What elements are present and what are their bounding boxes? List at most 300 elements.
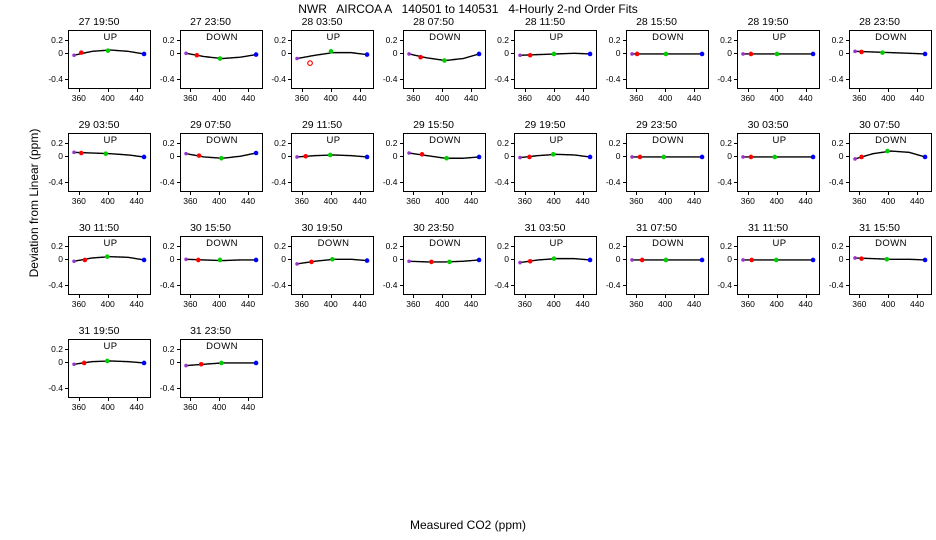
anchor-point (853, 50, 857, 54)
plot-area (68, 236, 151, 295)
y-tick-label: -0.4 (494, 280, 509, 291)
x-tick-mark (888, 295, 889, 298)
fit-curve (181, 340, 263, 398)
x-tick-label: 440 (686, 299, 702, 309)
data-point (447, 260, 452, 265)
x-tick-mark (636, 295, 637, 298)
y-tick-mark (65, 349, 68, 350)
plot-area (180, 133, 263, 192)
x-tick-mark (859, 295, 860, 298)
data-point (637, 155, 642, 160)
data-point (588, 52, 593, 57)
data-point (308, 61, 313, 66)
y-tick-mark (288, 143, 291, 144)
panel-title: 28 23:50 (859, 16, 900, 28)
x-tick-mark (79, 192, 80, 195)
fit-curve (181, 134, 263, 192)
plot-area (68, 30, 151, 89)
data-point (253, 151, 258, 156)
panel-title: 30 07:50 (859, 119, 900, 131)
x-tick-mark (471, 192, 472, 195)
x-tick-label: 440 (352, 93, 367, 103)
y-tick-label: 0.2 (162, 343, 175, 354)
y-tick-label: 0.2 (162, 34, 175, 45)
x-tick-label: 360 (852, 299, 867, 309)
x-tick-mark (636, 89, 637, 92)
anchor-point (741, 258, 745, 262)
anchor-point (630, 52, 634, 56)
y-tick-label: 0.2 (497, 240, 509, 251)
panel-title: 28 11:50 (524, 16, 566, 28)
anchor-point (853, 256, 857, 260)
panel-title: 27 23:50 (190, 16, 231, 28)
y-tick-mark (177, 182, 180, 183)
y-tick-label: 0 (392, 253, 398, 264)
chart-panel (602, 119, 712, 219)
fit-curve (404, 134, 486, 192)
chart-panel (379, 16, 489, 116)
x-tick-label: 400 (881, 299, 896, 309)
x-tick-label: 400 (435, 196, 450, 206)
x-tick-label: 440 (129, 93, 144, 103)
data-point (104, 151, 109, 156)
plot-area (180, 30, 263, 89)
plot-area (737, 236, 820, 295)
direction-label: DOWN (317, 238, 350, 249)
x-tick-mark (806, 192, 807, 195)
y-tick-label: 0.2 (608, 240, 621, 251)
y-tick-mark (65, 246, 68, 247)
chart-panel (713, 16, 823, 116)
y-tick-mark (511, 246, 514, 247)
x-tick-mark (748, 89, 749, 92)
x-tick-mark (442, 192, 443, 195)
x-tick-label: 440 (575, 196, 590, 206)
data-point (527, 155, 532, 160)
data-point (749, 52, 754, 57)
x-tick-mark (302, 192, 303, 195)
panel-title: 31 03:50 (524, 222, 566, 234)
x-tick-label: 400 (769, 93, 784, 103)
x-tick-mark (248, 89, 249, 92)
chart-panel (156, 16, 266, 116)
y-tick-label: 0 (504, 253, 509, 264)
y-tick-label: 0.2 (385, 34, 398, 45)
plot-area (68, 133, 151, 192)
y-tick-label: -0.4 (717, 74, 732, 85)
fit-curve (738, 237, 820, 295)
data-point (749, 258, 754, 263)
direction-label: DOWN (875, 238, 907, 249)
x-tick-mark (331, 295, 332, 298)
x-tick-label: 400 (769, 196, 784, 206)
x-tick-mark (777, 89, 778, 92)
x-tick-label: 400 (212, 93, 227, 103)
data-point (884, 257, 889, 262)
plot-area (514, 236, 597, 295)
y-tick-label: -0.4 (48, 280, 63, 291)
data-point (329, 49, 334, 54)
y-tick-label: 0 (615, 150, 621, 161)
fit-curve (292, 134, 374, 192)
panel-title: 30 23:50 (413, 222, 454, 234)
y-tick-mark (846, 79, 849, 80)
data-point (217, 56, 222, 61)
panel-title: 30 19:50 (301, 222, 343, 234)
x-tick-mark (777, 192, 778, 195)
x-tick-mark (554, 295, 555, 298)
data-point (217, 258, 222, 263)
data-point (552, 256, 557, 261)
fit-curve (850, 31, 932, 89)
direction-label: DOWN (429, 32, 461, 43)
x-tick-label: 440 (686, 93, 702, 103)
x-tick-mark (108, 398, 109, 401)
y-tick-mark (177, 349, 180, 350)
data-point (775, 52, 780, 57)
x-tick-mark (360, 295, 361, 298)
y-tick-label: 0 (58, 150, 63, 161)
x-axis-label: Measured CO2 (ppm) (409, 518, 527, 532)
y-tick-label: 0 (838, 47, 844, 58)
y-tick-label: -0.4 (159, 383, 175, 394)
x-tick-mark (190, 89, 191, 92)
panel-title: 28 15:50 (636, 16, 677, 28)
panel-title: 29 11:50 (301, 119, 343, 131)
y-tick-label: -0.4 (494, 177, 509, 188)
data-point (142, 361, 147, 366)
fit-curve (627, 31, 709, 89)
y-tick-mark (288, 285, 291, 286)
y-tick-mark (177, 79, 180, 80)
anchor-point (72, 151, 76, 155)
y-tick-mark (65, 40, 68, 41)
y-tick-label: -0.4 (159, 74, 175, 85)
fit-curve (738, 31, 820, 89)
y-tick-mark (734, 246, 737, 247)
data-point (219, 361, 224, 366)
plot-area (737, 133, 820, 192)
chart-panel (825, 222, 935, 322)
y-tick-label: -0.4 (382, 74, 398, 85)
x-tick-mark (79, 295, 80, 298)
plot-area (291, 236, 374, 295)
y-tick-mark (511, 79, 514, 80)
direction-label: UP (103, 135, 118, 146)
x-tick-mark (665, 295, 666, 298)
direction-label: DOWN (206, 238, 238, 249)
fit-curve (69, 134, 151, 192)
y-tick-mark (623, 182, 626, 183)
x-tick-label: 400 (546, 93, 561, 103)
x-tick-label: 400 (212, 299, 227, 309)
x-tick-mark (917, 295, 918, 298)
data-point (429, 260, 434, 265)
data-point (196, 258, 201, 263)
x-tick-mark (137, 192, 138, 195)
y-tick-mark (511, 53, 514, 54)
data-point (253, 52, 258, 57)
x-tick-label: 360 (183, 402, 198, 412)
chart-panel (44, 119, 154, 219)
x-tick-mark (859, 89, 860, 92)
anchor-point (184, 364, 188, 368)
y-tick-label: 0 (838, 150, 844, 161)
data-point (699, 52, 704, 57)
x-tick-label: 360 (517, 196, 532, 206)
y-tick-label: -0.4 (48, 177, 63, 188)
data-point (476, 155, 481, 160)
chart-panel (156, 119, 266, 219)
y-tick-mark (177, 362, 180, 363)
panel-title: 31 23:50 (190, 325, 231, 337)
data-point (699, 155, 704, 160)
y-tick-mark (400, 259, 403, 260)
y-tick-mark (623, 156, 626, 157)
anchor-point (518, 261, 522, 265)
anchor-point (853, 157, 857, 161)
data-point (551, 152, 556, 157)
x-tick-label: 400 (769, 299, 784, 309)
y-tick-mark (177, 285, 180, 286)
x-tick-label: 360 (183, 196, 198, 206)
chart-panel (602, 222, 712, 322)
x-tick-label: 440 (240, 93, 256, 103)
x-tick-label: 360 (183, 299, 198, 309)
x-tick-label: 360 (294, 93, 309, 103)
y-tick-label: -0.4 (271, 74, 286, 85)
y-tick-mark (846, 40, 849, 41)
fit-curve (69, 340, 151, 398)
y-tick-mark (846, 259, 849, 260)
y-tick-mark (734, 53, 737, 54)
x-tick-label: 360 (740, 196, 755, 206)
panel-title: 31 07:50 (636, 222, 677, 234)
y-tick-mark (65, 156, 68, 157)
direction-label: UP (549, 32, 564, 43)
plot-area (626, 236, 709, 295)
y-tick-label: 0.2 (385, 137, 398, 148)
x-tick-mark (137, 398, 138, 401)
x-tick-label: 360 (183, 93, 198, 103)
panel-title: 29 23:50 (636, 119, 677, 131)
y-tick-mark (846, 285, 849, 286)
anchor-point (184, 257, 188, 261)
fit-curve (292, 31, 374, 89)
y-tick-label: 0.2 (51, 34, 63, 45)
x-tick-mark (413, 192, 414, 195)
y-tick-mark (288, 156, 291, 157)
fit-curve (404, 31, 486, 89)
panel-title: 31 15:50 (859, 222, 900, 234)
y-tick-mark (623, 285, 626, 286)
panel-title: 29 07:50 (190, 119, 231, 131)
y-tick-label: 0 (504, 150, 509, 161)
y-tick-label: 0 (615, 253, 621, 264)
y-tick-label: 0 (58, 47, 63, 58)
x-tick-label: 400 (323, 299, 338, 309)
x-tick-mark (302, 295, 303, 298)
x-tick-label: 400 (881, 196, 896, 206)
x-tick-mark (525, 89, 526, 92)
data-point (922, 52, 927, 57)
x-tick-label: 400 (658, 93, 673, 103)
x-tick-label: 360 (71, 299, 86, 309)
y-tick-mark (623, 53, 626, 54)
x-tick-label: 400 (658, 299, 673, 309)
data-point (106, 48, 111, 53)
anchor-point (72, 259, 76, 263)
x-tick-label: 360 (517, 93, 532, 103)
chart-panel (44, 325, 154, 425)
panel-title: 28 03:50 (301, 16, 343, 28)
x-tick-mark (248, 295, 249, 298)
anchor-point (407, 259, 411, 263)
anchor-point (741, 52, 745, 56)
y-tick-mark (623, 259, 626, 260)
plot-area (514, 30, 597, 89)
y-tick-label: -0.4 (717, 280, 732, 291)
fit-curve (181, 237, 263, 295)
data-point (552, 52, 557, 57)
y-tick-mark (511, 182, 514, 183)
y-tick-label: 0 (58, 356, 63, 367)
x-tick-label: 360 (629, 93, 644, 103)
x-tick-mark (219, 89, 220, 92)
y-tick-mark (400, 156, 403, 157)
direction-label: UP (549, 135, 564, 146)
anchor-point (295, 57, 299, 61)
y-tick-mark (846, 182, 849, 183)
data-point (476, 258, 481, 263)
y-tick-label: 0 (504, 47, 509, 58)
data-point (663, 52, 668, 57)
y-tick-label: -0.4 (717, 177, 732, 188)
chart-title: NWR AIRCOA A 140501 to 140531 4-Hourly 2-nd Order Fits (298, 2, 638, 16)
x-tick-mark (190, 398, 191, 401)
anchor-point (72, 362, 76, 366)
x-tick-label: 400 (435, 93, 450, 103)
data-point (774, 258, 779, 263)
x-tick-label: 360 (406, 196, 421, 206)
x-tick-mark (137, 295, 138, 298)
y-tick-mark (177, 40, 180, 41)
y-tick-mark (65, 143, 68, 144)
x-tick-label: 360 (71, 402, 86, 412)
anchor-point (741, 155, 745, 159)
direction-label: UP (772, 32, 787, 43)
x-tick-mark (79, 89, 80, 92)
x-tick-mark (694, 192, 695, 195)
data-point (219, 156, 224, 161)
y-tick-mark (177, 388, 180, 389)
chart-panel (825, 16, 935, 116)
y-tick-label: 0 (392, 47, 398, 58)
x-tick-label: 400 (881, 93, 896, 103)
x-tick-mark (859, 192, 860, 195)
chart-panel (44, 16, 154, 116)
y-tick-mark (400, 53, 403, 54)
fit-curve (627, 134, 709, 192)
data-point (105, 359, 110, 364)
y-tick-mark (846, 246, 849, 247)
data-point (528, 259, 533, 264)
data-point (142, 155, 147, 160)
x-tick-mark (219, 295, 220, 298)
chart-panel (379, 222, 489, 322)
data-point (634, 52, 639, 57)
x-tick-mark (331, 192, 332, 195)
x-tick-mark (108, 295, 109, 298)
data-point (142, 258, 147, 263)
data-point (528, 53, 533, 58)
y-tick-label: -0.4 (605, 280, 621, 291)
data-point (309, 260, 314, 265)
y-tick-mark (734, 259, 737, 260)
x-tick-label: 440 (463, 299, 479, 309)
x-tick-mark (190, 192, 191, 195)
plot-area (403, 236, 486, 295)
plot-area (849, 133, 932, 192)
x-tick-label: 440 (129, 402, 144, 412)
data-point (142, 52, 147, 57)
x-tick-mark (554, 192, 555, 195)
y-tick-label: 0.2 (385, 240, 398, 251)
x-tick-mark (442, 295, 443, 298)
x-tick-label: 440 (909, 299, 925, 309)
x-tick-label: 360 (852, 196, 867, 206)
y-tick-mark (288, 246, 291, 247)
data-point (880, 50, 885, 55)
x-tick-label: 400 (100, 196, 115, 206)
anchor-point (72, 53, 76, 57)
x-tick-label: 440 (240, 299, 256, 309)
data-point (639, 258, 644, 263)
y-tick-label: 0.2 (162, 137, 175, 148)
y-tick-mark (288, 40, 291, 41)
y-tick-label: 0 (58, 253, 63, 264)
data-point (811, 52, 816, 57)
x-tick-label: 400 (323, 93, 338, 103)
plot-area (68, 339, 151, 398)
y-tick-label: -0.4 (494, 74, 509, 85)
x-tick-mark (888, 192, 889, 195)
y-tick-label: 0 (169, 356, 175, 367)
y-tick-mark (177, 143, 180, 144)
y-tick-label: -0.4 (828, 280, 844, 291)
data-point (773, 155, 778, 160)
y-tick-label: 0.2 (51, 343, 63, 354)
y-tick-mark (288, 79, 291, 80)
y-tick-mark (623, 246, 626, 247)
data-point (328, 153, 333, 158)
x-tick-label: 360 (740, 93, 755, 103)
x-tick-label: 440 (352, 196, 367, 206)
x-tick-label: 440 (909, 196, 925, 206)
y-tick-mark (623, 40, 626, 41)
data-point (749, 155, 754, 160)
x-tick-label: 400 (100, 299, 115, 309)
y-tick-mark (65, 285, 68, 286)
x-tick-label: 360 (406, 299, 421, 309)
y-tick-mark (734, 156, 737, 157)
y-tick-label: 0.2 (497, 34, 509, 45)
x-tick-mark (108, 192, 109, 195)
x-tick-label: 440 (798, 299, 813, 309)
x-tick-label: 360 (517, 299, 532, 309)
x-tick-label: 400 (212, 402, 227, 412)
fit-curve (69, 237, 151, 295)
